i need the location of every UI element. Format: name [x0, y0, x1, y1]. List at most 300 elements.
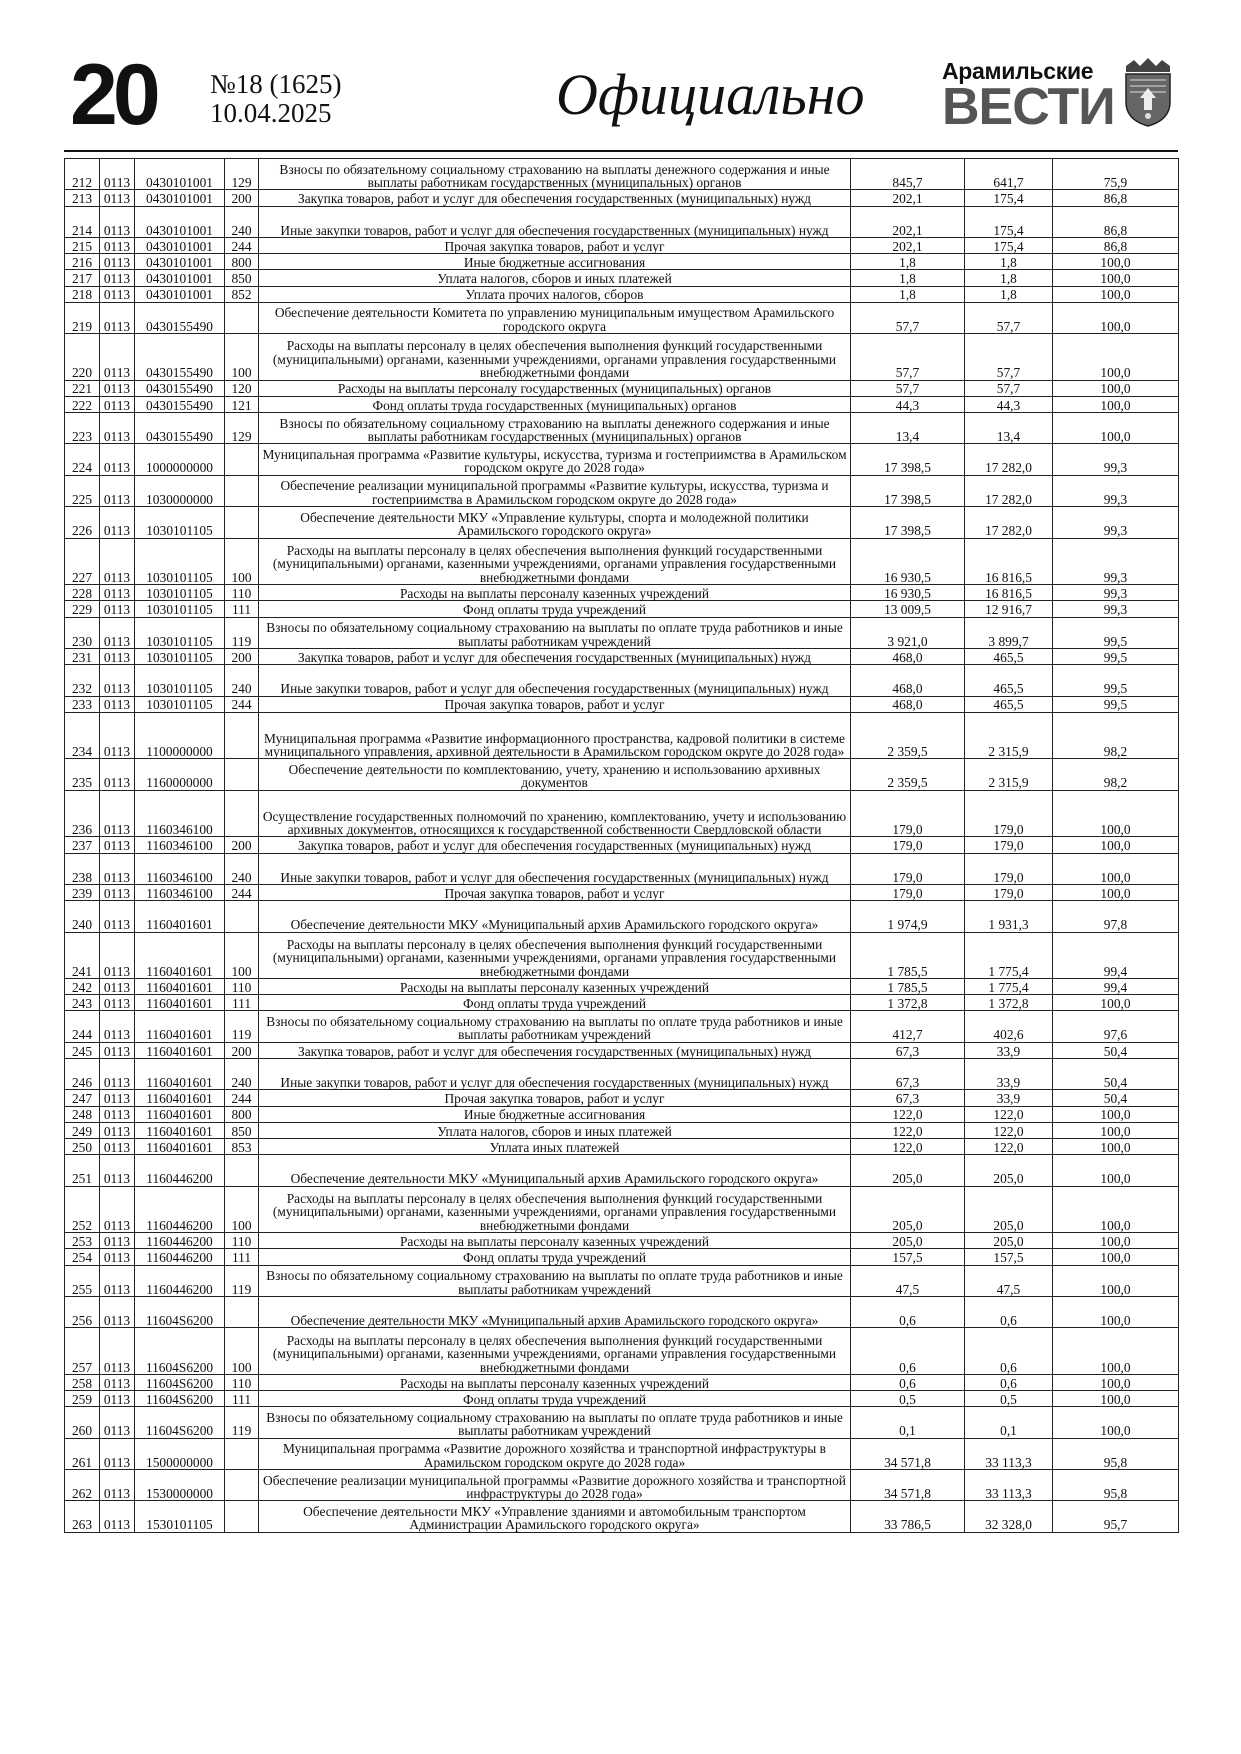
row-description: Взносы по обязательному социальному страхованию на выплаты по оплате труда работников и иные выплаты работникам учреждений — [259, 617, 851, 648]
expense-type-code: 100 — [225, 1328, 259, 1375]
planned-amount: 17 398,5 — [851, 475, 965, 506]
execution-percent: 100,0 — [1053, 270, 1179, 286]
row-number: 231 — [65, 649, 100, 665]
row-number: 217 — [65, 270, 100, 286]
row-description: Фонд оплаты труда учреждений — [259, 1249, 851, 1265]
planned-amount: 1,8 — [851, 286, 965, 302]
section-code: 0113 — [100, 617, 135, 648]
target-article-code: 0430101001 — [135, 254, 225, 270]
executed-amount: 57,7 — [965, 380, 1053, 396]
table-row — [65, 1122, 1179, 1138]
executed-amount: 2 315,9 — [965, 712, 1053, 759]
row-description: Взносы по обязательному социальному страхованию на выплаты по оплате труда работников и иные выплаты работникам учреждений — [259, 1011, 851, 1042]
expense-type-code: 853 — [225, 1139, 259, 1155]
execution-percent: 50,4 — [1053, 1042, 1179, 1058]
table-row — [65, 1438, 1179, 1469]
table-row — [65, 1186, 1179, 1233]
row-description: Обеспечение деятельности МКУ «Муниципальный архив Арамильского городского округа» — [259, 1155, 851, 1186]
row-number: 235 — [65, 759, 100, 790]
executed-amount: 205,0 — [965, 1155, 1053, 1186]
row-description: Муниципальная программа «Развитие дорожного хозяйства и транспортной инфраструктуры в Арамильском городском округе до 2028 года» — [259, 1438, 851, 1469]
planned-amount: 0,6 — [851, 1374, 965, 1390]
table-row — [65, 1059, 1179, 1090]
target-article-code: 0430101001 — [135, 159, 225, 190]
execution-percent: 100,0 — [1053, 1296, 1179, 1327]
planned-amount: 412,7 — [851, 1011, 965, 1042]
planned-amount: 16 930,5 — [851, 585, 965, 601]
section-code: 0113 — [100, 979, 135, 995]
row-description: Взносы по обязательному социальному страхованию на выплаты денежного содержания и иные выплаты работникам государственных (муниципальных) органов — [259, 159, 851, 190]
expense-type-code — [225, 712, 259, 759]
expense-type-code — [225, 1470, 259, 1501]
target-article-code: 0430101001 — [135, 237, 225, 253]
expense-type-code: 119 — [225, 617, 259, 648]
issue-number: №18 (1625) — [210, 69, 342, 99]
execution-percent: 99,4 — [1053, 932, 1179, 979]
expense-type-code: 119 — [225, 1265, 259, 1296]
planned-amount: 67,3 — [851, 1090, 965, 1106]
execution-percent: 100,0 — [1053, 1233, 1179, 1249]
executed-amount: 1 372,8 — [965, 995, 1053, 1011]
expense-type-code: 121 — [225, 396, 259, 412]
executed-amount: 465,5 — [965, 696, 1053, 712]
planned-amount: 13,4 — [851, 413, 965, 444]
section-code: 0113 — [100, 1042, 135, 1058]
target-article-code: 1030101105 — [135, 696, 225, 712]
expense-type-code — [225, 759, 259, 790]
executed-amount: 3 899,7 — [965, 617, 1053, 648]
expense-type-code: 200 — [225, 1042, 259, 1058]
execution-percent: 99,3 — [1053, 444, 1179, 475]
executed-amount: 179,0 — [965, 790, 1053, 837]
expense-type-code: 240 — [225, 1059, 259, 1090]
target-article-code: 1160401601 — [135, 1106, 225, 1122]
executed-amount: 1,8 — [965, 270, 1053, 286]
row-number: 227 — [65, 538, 100, 585]
row-description: Расходы на выплаты персоналу в целях обеспечения выполнения функций государственными (муниципальными) органами, казенными учреждениями, органами управления государственными внебюджетными фондами — [259, 538, 851, 585]
row-number: 243 — [65, 995, 100, 1011]
row-number: 251 — [65, 1155, 100, 1186]
section-code: 0113 — [100, 585, 135, 601]
row-number: 213 — [65, 190, 100, 206]
row-number: 246 — [65, 1059, 100, 1090]
header-rule — [64, 150, 1178, 152]
row-description: Взносы по обязательному социальному страхованию на выплаты по оплате труда работников и иные выплаты работникам учреждений — [259, 1407, 851, 1438]
execution-percent: 100,0 — [1053, 1328, 1179, 1375]
execution-percent: 99,4 — [1053, 979, 1179, 995]
planned-amount: 16 930,5 — [851, 538, 965, 585]
section-code: 0113 — [100, 507, 135, 538]
table-row — [65, 1265, 1179, 1296]
section-code: 0113 — [100, 1122, 135, 1138]
table-row — [65, 380, 1179, 396]
row-description: Прочая закупка товаров, работ и услуг — [259, 1090, 851, 1106]
executed-amount: 175,4 — [965, 190, 1053, 206]
row-description: Иные закупки товаров, работ и услуг для обеспечения государственных (муниципальных) нужд — [259, 665, 851, 696]
section-code: 0113 — [100, 601, 135, 617]
execution-percent: 100,0 — [1053, 1106, 1179, 1122]
budget-table — [64, 158, 1179, 1533]
row-description: Иные закупки товаров, работ и услуг для обеспечения государственных (муниципальных) нужд — [259, 206, 851, 237]
target-article-code: 11604S6200 — [135, 1407, 225, 1438]
table-row — [65, 1501, 1179, 1532]
planned-amount: 67,3 — [851, 1059, 965, 1090]
row-number: 233 — [65, 696, 100, 712]
table-row — [65, 1042, 1179, 1058]
execution-percent: 100,0 — [1053, 995, 1179, 1011]
executed-amount: 1,8 — [965, 286, 1053, 302]
planned-amount: 67,3 — [851, 1042, 965, 1058]
planned-amount: 2 359,5 — [851, 759, 965, 790]
row-description: Взносы по обязательному социальному страхованию на выплаты денежного содержания и иные выплаты работникам государственных (муниципальных) органов — [259, 413, 851, 444]
executed-amount: 17 282,0 — [965, 507, 1053, 538]
target-article-code: 11604S6200 — [135, 1391, 225, 1407]
expense-type-code: 244 — [225, 884, 259, 900]
row-number: 255 — [65, 1265, 100, 1296]
planned-amount: 122,0 — [851, 1106, 965, 1122]
row-number: 244 — [65, 1011, 100, 1042]
target-article-code: 1160346100 — [135, 884, 225, 900]
row-description: Фонд оплаты труда учреждений — [259, 601, 851, 617]
table-row — [65, 237, 1179, 253]
table-row — [65, 1139, 1179, 1155]
target-article-code: 1160401601 — [135, 995, 225, 1011]
table-row — [65, 1328, 1179, 1375]
executed-amount: 122,0 — [965, 1106, 1053, 1122]
row-description: Закупка товаров, работ и услуг для обеспечения государственных (муниципальных) нужд — [259, 837, 851, 853]
expense-type-code: 800 — [225, 1106, 259, 1122]
planned-amount: 1 974,9 — [851, 901, 965, 932]
expense-type-code: 111 — [225, 601, 259, 617]
execution-percent: 97,6 — [1053, 1011, 1179, 1042]
execution-percent: 99,3 — [1053, 585, 1179, 601]
masthead-top: Арамильские — [942, 58, 1094, 84]
expense-type-code: 120 — [225, 380, 259, 396]
target-article-code: 1160446200 — [135, 1155, 225, 1186]
row-description: Обеспечение реализации муниципальной программы «Развитие культуры, искусства, туризма и гостеприимства в Арамильском городском округе до 2028 года» — [259, 475, 851, 506]
row-number: 247 — [65, 1090, 100, 1106]
target-article-code: 0430155490 — [135, 413, 225, 444]
planned-amount: 122,0 — [851, 1139, 965, 1155]
table-row — [65, 1374, 1179, 1390]
section-code: 0113 — [100, 302, 135, 333]
row-number: 261 — [65, 1438, 100, 1469]
section-code: 0113 — [100, 1249, 135, 1265]
table-row — [65, 901, 1179, 932]
execution-percent: 50,4 — [1053, 1059, 1179, 1090]
row-description: Обеспечение деятельности по комплектованию, учету, хранению и использованию архивных документов — [259, 759, 851, 790]
target-article-code: 1160000000 — [135, 759, 225, 790]
target-article-code: 1160401601 — [135, 901, 225, 932]
section-code: 0113 — [100, 1470, 135, 1501]
target-article-code: 1530101105 — [135, 1501, 225, 1532]
row-number: 222 — [65, 396, 100, 412]
target-article-code: 1030101105 — [135, 601, 225, 617]
executed-amount: 33,9 — [965, 1059, 1053, 1090]
expense-type-code: 129 — [225, 413, 259, 444]
executed-amount: 0,5 — [965, 1391, 1053, 1407]
execution-percent: 99,3 — [1053, 538, 1179, 585]
row-description: Расходы на выплаты персоналу казенных учреждений — [259, 585, 851, 601]
row-number: 224 — [65, 444, 100, 475]
planned-amount: 17 398,5 — [851, 507, 965, 538]
row-description: Уплата иных платежей — [259, 1139, 851, 1155]
section-code: 0113 — [100, 665, 135, 696]
table-row — [65, 159, 1179, 190]
planned-amount: 468,0 — [851, 649, 965, 665]
execution-percent: 99,5 — [1053, 665, 1179, 696]
execution-percent: 100,0 — [1053, 334, 1179, 381]
execution-percent: 86,8 — [1053, 190, 1179, 206]
planned-amount: 1 372,8 — [851, 995, 965, 1011]
execution-percent: 98,2 — [1053, 759, 1179, 790]
target-article-code: 1160401601 — [135, 1042, 225, 1058]
executed-amount: 1 775,4 — [965, 979, 1053, 995]
planned-amount: 44,3 — [851, 396, 965, 412]
expense-type-code: 240 — [225, 853, 259, 884]
target-article-code: 1500000000 — [135, 1438, 225, 1469]
target-article-code: 1160446200 — [135, 1265, 225, 1296]
executed-amount: 465,5 — [965, 649, 1053, 665]
row-number: 237 — [65, 837, 100, 853]
row-description: Расходы на выплаты персоналу казенных учреждений — [259, 1233, 851, 1249]
table-row — [65, 712, 1179, 759]
row-description: Фонд оплаты труда государственных (муниципальных) органов — [259, 396, 851, 412]
execution-percent: 99,3 — [1053, 475, 1179, 506]
execution-percent: 100,0 — [1053, 413, 1179, 444]
section-code: 0113 — [100, 396, 135, 412]
execution-percent: 100,0 — [1053, 790, 1179, 837]
target-article-code: 1160401601 — [135, 932, 225, 979]
executed-amount: 175,4 — [965, 237, 1053, 253]
row-number: 214 — [65, 206, 100, 237]
section-code: 0113 — [100, 901, 135, 932]
target-article-code: 1030101105 — [135, 507, 225, 538]
target-article-code: 1160401601 — [135, 1122, 225, 1138]
planned-amount: 57,7 — [851, 380, 965, 396]
row-description: Расходы на выплаты персоналу государственных (муниципальных) органов — [259, 380, 851, 396]
table-row — [65, 995, 1179, 1011]
execution-percent: 99,5 — [1053, 617, 1179, 648]
table-row — [65, 413, 1179, 444]
executed-amount: 57,7 — [965, 334, 1053, 381]
row-number: 230 — [65, 617, 100, 648]
execution-percent: 100,0 — [1053, 286, 1179, 302]
execution-percent: 100,0 — [1053, 853, 1179, 884]
table-row — [65, 1090, 1179, 1106]
execution-percent: 99,5 — [1053, 649, 1179, 665]
row-number: 239 — [65, 884, 100, 900]
planned-amount: 1,8 — [851, 270, 965, 286]
expense-type-code: 244 — [225, 1090, 259, 1106]
target-article-code: 11604S6200 — [135, 1374, 225, 1390]
target-article-code: 0430101001 — [135, 206, 225, 237]
row-description: Муниципальная программа «Развитие культуры, искусства, туризма и гостеприимства в Арамильском городском округе до 2028 года» — [259, 444, 851, 475]
planned-amount: 34 571,8 — [851, 1438, 965, 1469]
execution-percent: 100,0 — [1053, 1122, 1179, 1138]
table-row — [65, 1407, 1179, 1438]
expense-type-code: 100 — [225, 538, 259, 585]
expense-type-code: 244 — [225, 237, 259, 253]
section-code: 0113 — [100, 237, 135, 253]
row-description: Иные закупки товаров, работ и услуг для обеспечения государственных (муниципальных) нужд — [259, 1059, 851, 1090]
section-code: 0113 — [100, 1374, 135, 1390]
execution-percent: 95,8 — [1053, 1470, 1179, 1501]
section-code: 0113 — [100, 649, 135, 665]
row-number: 238 — [65, 853, 100, 884]
section-code: 0113 — [100, 1265, 135, 1296]
expense-type-code: 200 — [225, 190, 259, 206]
planned-amount: 47,5 — [851, 1265, 965, 1296]
row-number: 260 — [65, 1407, 100, 1438]
execution-percent: 100,0 — [1053, 1374, 1179, 1390]
row-description: Закупка товаров, работ и услуг для обеспечения государственных (муниципальных) нужд — [259, 1042, 851, 1058]
execution-percent: 97,8 — [1053, 901, 1179, 932]
row-number: 250 — [65, 1139, 100, 1155]
section-code: 0113 — [100, 932, 135, 979]
table-row — [65, 270, 1179, 286]
masthead-bottom: ВЕСТИ — [942, 78, 1115, 136]
executed-amount: 33 113,3 — [965, 1470, 1053, 1501]
executed-amount: 12 916,7 — [965, 601, 1053, 617]
target-article-code: 0430155490 — [135, 380, 225, 396]
row-number: 253 — [65, 1233, 100, 1249]
executed-amount: 205,0 — [965, 1186, 1053, 1233]
issue-date: 10.04.2025 — [210, 97, 332, 128]
section-code: 0113 — [100, 712, 135, 759]
section-code: 0113 — [100, 380, 135, 396]
budget-table-body — [65, 159, 1179, 1533]
planned-amount: 0,6 — [851, 1328, 965, 1375]
row-number: 216 — [65, 254, 100, 270]
row-number: 249 — [65, 1122, 100, 1138]
table-row — [65, 1249, 1179, 1265]
row-number: 245 — [65, 1042, 100, 1058]
planned-amount: 122,0 — [851, 1122, 965, 1138]
target-article-code: 1160401601 — [135, 1059, 225, 1090]
row-description: Уплата налогов, сборов и иных платежей — [259, 1122, 851, 1138]
row-description: Обеспечение деятельности МКУ «Управление зданиями и автомобильным транспортом Администрации Арамильского городского округа» — [259, 1501, 851, 1532]
target-article-code: 1030101105 — [135, 617, 225, 648]
row-description: Иные бюджетные ассигнования — [259, 1106, 851, 1122]
planned-amount: 0,6 — [851, 1296, 965, 1327]
expense-type-code: 100 — [225, 1186, 259, 1233]
target-article-code: 0430155490 — [135, 334, 225, 381]
table-row — [65, 1011, 1179, 1042]
expense-type-code: 850 — [225, 1122, 259, 1138]
row-number: 241 — [65, 932, 100, 979]
expense-type-code: 119 — [225, 1407, 259, 1438]
expense-type-code: 240 — [225, 206, 259, 237]
expense-type-code — [225, 1155, 259, 1186]
executed-amount: 17 282,0 — [965, 444, 1053, 475]
execution-percent: 95,7 — [1053, 1501, 1179, 1532]
target-article-code: 0430155490 — [135, 302, 225, 333]
execution-percent: 99,3 — [1053, 507, 1179, 538]
row-number: 228 — [65, 585, 100, 601]
target-article-code: 1000000000 — [135, 444, 225, 475]
planned-amount: 205,0 — [851, 1233, 965, 1249]
row-description: Обеспечение деятельности Комитета по управлению муниципальным имуществом Арамильского городского округа — [259, 302, 851, 333]
planned-amount: 57,7 — [851, 334, 965, 381]
row-number: 223 — [65, 413, 100, 444]
table-row — [65, 1233, 1179, 1249]
execution-percent: 100,0 — [1053, 1407, 1179, 1438]
row-number: 221 — [65, 380, 100, 396]
expense-type-code: 852 — [225, 286, 259, 302]
execution-percent: 95,8 — [1053, 1438, 1179, 1469]
executed-amount: 33,9 — [965, 1042, 1053, 1058]
execution-percent: 99,3 — [1053, 601, 1179, 617]
executed-amount: 0,1 — [965, 1407, 1053, 1438]
expense-type-code: 100 — [225, 932, 259, 979]
expense-type-code — [225, 444, 259, 475]
row-number: 258 — [65, 1374, 100, 1390]
row-number: 254 — [65, 1249, 100, 1265]
section-code: 0113 — [100, 1501, 135, 1532]
execution-percent: 50,4 — [1053, 1090, 1179, 1106]
section-code: 0113 — [100, 444, 135, 475]
row-number: 248 — [65, 1106, 100, 1122]
executed-amount: 179,0 — [965, 884, 1053, 900]
coat-of-arms-icon — [1120, 58, 1176, 128]
table-row — [65, 475, 1179, 506]
section-code: 0113 — [100, 1090, 135, 1106]
section-code: 0113 — [100, 1438, 135, 1469]
planned-amount: 179,0 — [851, 790, 965, 837]
table-row — [65, 979, 1179, 995]
execution-percent: 98,2 — [1053, 712, 1179, 759]
planned-amount: 179,0 — [851, 853, 965, 884]
table-row — [65, 190, 1179, 206]
section-code: 0113 — [100, 286, 135, 302]
expense-type-code: 800 — [225, 254, 259, 270]
row-description: Прочая закупка товаров, работ и услуг — [259, 884, 851, 900]
section-code: 0113 — [100, 1186, 135, 1233]
row-description: Осуществление государственных полномочий по хранению, комплектованию, учету и использованию архивных документов, относящихся к государственной собственности Свердловской области — [259, 790, 851, 837]
executed-amount: 44,3 — [965, 396, 1053, 412]
execution-percent: 100,0 — [1053, 254, 1179, 270]
table-row — [65, 759, 1179, 790]
expense-type-code: 100 — [225, 334, 259, 381]
target-article-code: 1160346100 — [135, 837, 225, 853]
execution-percent: 100,0 — [1053, 1139, 1179, 1155]
row-description: Прочая закупка товаров, работ и услуг — [259, 237, 851, 253]
target-article-code: 0430155490 — [135, 396, 225, 412]
table-row — [65, 617, 1179, 648]
table-row — [65, 665, 1179, 696]
section-code: 0113 — [100, 853, 135, 884]
row-number: 236 — [65, 790, 100, 837]
table-row — [65, 444, 1179, 475]
table-row — [65, 790, 1179, 837]
expense-type-code: 111 — [225, 1391, 259, 1407]
execution-percent: 86,8 — [1053, 206, 1179, 237]
section-code: 0113 — [100, 1059, 135, 1090]
section-code: 0113 — [100, 1407, 135, 1438]
section-code: 0113 — [100, 538, 135, 585]
section-code: 0113 — [100, 759, 135, 790]
expense-type-code: 110 — [225, 585, 259, 601]
planned-amount: 0,5 — [851, 1391, 965, 1407]
executed-amount: 179,0 — [965, 837, 1053, 853]
executed-amount: 0,6 — [965, 1374, 1053, 1390]
planned-amount: 57,7 — [851, 302, 965, 333]
row-description: Иные закупки товаров, работ и услуг для обеспечения государственных (муниципальных) нужд — [259, 853, 851, 884]
row-description: Обеспечение деятельности МКУ «Муниципальный архив Арамильского городского округа» — [259, 901, 851, 932]
planned-amount: 2 359,5 — [851, 712, 965, 759]
executed-amount: 1 775,4 — [965, 932, 1053, 979]
